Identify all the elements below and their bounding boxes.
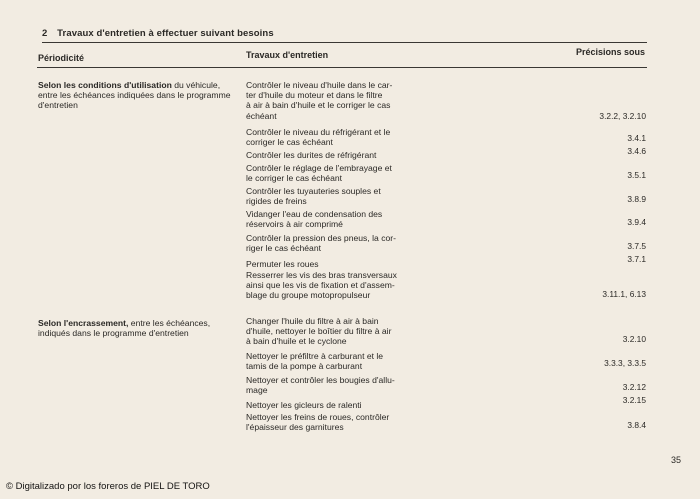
scan-credit: © Digitalizado por los foreros de PIEL DE TORO [6,481,210,492]
section-title [42,28,274,39]
task-tyre-pressure [246,233,444,253]
ref-air-tanks: 3.9.4 [627,217,646,227]
task-line: rigides de freins [246,196,307,207]
col-header-periodicity: Périodicité [38,53,85,63]
task-line: corriger le cas échéant [246,137,333,148]
task-tighten-bolts [246,270,444,301]
task-fuel-prefilter [246,351,444,371]
task-line: Contrôler les tuyauteries souples et [246,186,381,196]
task-line: à bain d'huile et le cyclone [246,336,347,347]
header-rule-top [42,42,647,43]
ref-tighten-bolts: 3.11.1, 6.13 [602,289,646,299]
ref-rotate-wheels: 3.7.1 [627,254,646,264]
section-title-text: Travaux d'entretien à effectuer suivant besoins [57,28,274,39]
ref-clutch: 3.5.1 [627,170,646,180]
condition-fouling-text: entre les échéances, indiqués dans le programme d'entretien [38,318,211,339]
task-spark-plugs [246,375,444,395]
task-idle-jets [246,400,444,410]
task-line: le corriger le cas échéant [246,173,343,184]
task-line: Contrôler le niveau d'huile dans le car- [246,80,393,90]
task-rotate-wheels [246,259,444,269]
ref-wheel-brakes: 3.8.4 [627,420,646,430]
task-line: Contrôler les durites de réfrigérant [246,150,377,160]
task-line: mage [246,385,268,396]
task-oil-level [246,80,444,121]
task-clutch [246,163,444,183]
condition-usage-bold: Selon les conditions d'utilisation [38,80,172,90]
task-line: l'épaisseur des garnitures [246,422,344,433]
task-line: réservoirs à air comprimé [246,219,343,230]
ref-air-filter: 3.2.10 [622,334,646,344]
task-line: à air à bain d'huile et le corriger le cas [246,100,391,111]
task-line: Contrôler la pression des pneus, la cor- [246,233,396,243]
task-line: Contrôler le niveau du réfrigérant et le [246,127,391,137]
task-line: Nettoyer les gicleurs de ralenti [246,400,362,410]
condition-usage-text: du véhicule, entre les échéances indiquées dans le programme d'entretien [38,80,231,111]
ref-fuel-prefilter: 3.3.3, 3.3.5 [604,358,646,368]
task-line: ainsi que les vis de fixation et d'assem- [246,280,395,291]
task-coolant-hoses [246,150,444,160]
task-line: Permuter les roues [246,259,319,269]
ref-tyre-pressure: 3.7.5 [627,241,646,251]
condition-usage [38,80,238,111]
col-header-references: Précisions sous [575,47,645,57]
task-coolant-level [246,127,444,147]
condition-fouling [38,318,238,338]
task-line: échéant [246,110,277,121]
ref-oil-level: 3.2.2, 3.2.10 [599,111,646,121]
task-line: blage du groupe motopropulseur [246,290,371,301]
task-wheel-brakes [246,412,444,432]
task-line: ter d'huile du moteur et dans le filtre [246,90,383,101]
task-line: Changer l'huile du filtre à air à bain [246,316,379,326]
task-air-filter [246,316,444,347]
condition-fouling-bold: Selon l'encrassement, [38,318,129,328]
header-rule-bottom [37,67,647,68]
ref-brake-lines: 3.8.9 [627,194,646,204]
ref-idle-jets: 3.2.15 [622,395,646,405]
col-header-tasks: Travaux d'entretien [246,50,329,60]
page-number: 35 [670,455,681,465]
section-number: 2 [42,28,48,39]
task-line: Nettoyer les freins de roues, contrôler [246,412,390,422]
task-line: riger le cas échéant [246,243,321,254]
task-line: Resserrer les vis des bras transversaux [246,270,397,280]
ref-coolant-hoses: 3.4.6 [627,146,646,156]
task-air-tanks [246,209,444,229]
ref-spark-plugs: 3.2.12 [622,382,646,392]
task-line: Vidanger l'eau de condensation des [246,209,383,219]
ref-coolant-level: 3.4.1 [627,133,646,143]
task-brake-lines [246,186,444,206]
task-line: d'huile, nettoyer le boîtier du filtre à air [246,326,392,337]
task-line: Nettoyer le préfiltre à carburant et le [246,351,384,361]
task-line: Nettoyer et contrôler les bougies d'allu- [246,375,395,385]
task-line: tamis de la pompe à carburant [246,361,363,372]
task-line: Contrôler le réglage de l'embrayage et [246,163,392,173]
